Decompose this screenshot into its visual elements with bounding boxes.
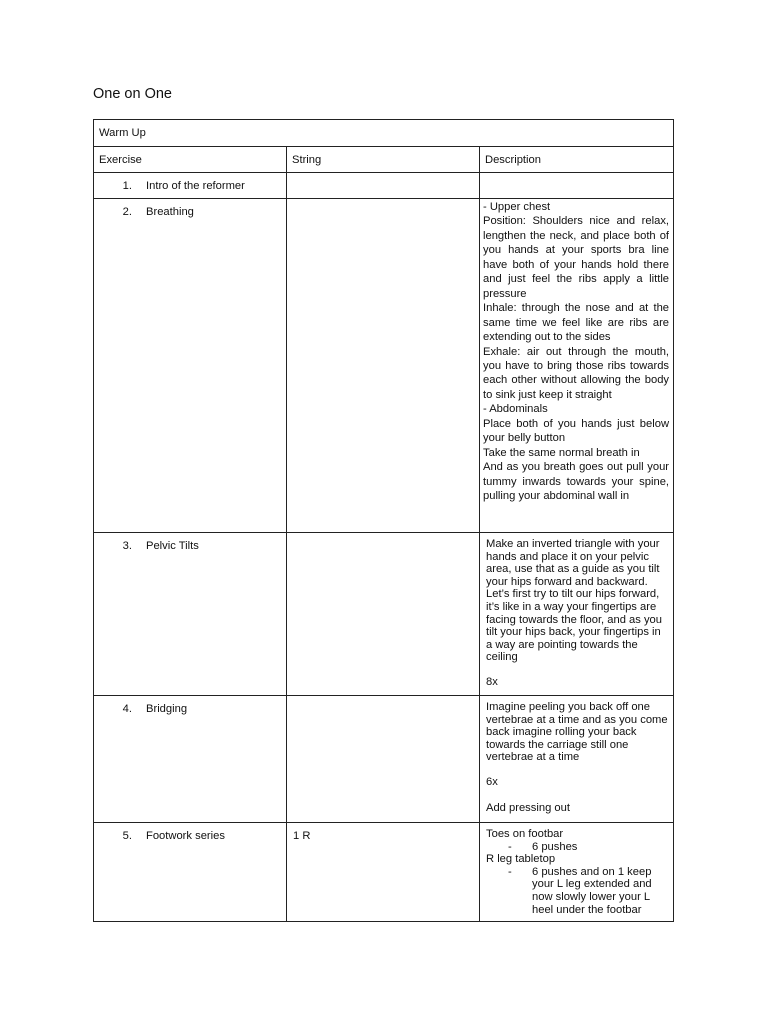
exercise-number: 1.	[122, 180, 132, 192]
description-line: Inhale: through the nose and at the same time we feel like are ribs are extending out to the sides	[483, 302, 670, 344]
description-cell	[480, 173, 674, 199]
string-cell	[287, 696, 480, 823]
exercise-number: 4.	[122, 703, 132, 715]
exercise-name: Footwork series	[146, 830, 225, 842]
table-row	[94, 533, 674, 696]
exercise-cell	[94, 696, 287, 823]
description-line: 6x	[486, 776, 498, 789]
exercise-number: 3.	[122, 540, 132, 552]
header-exercise: Exercise	[99, 154, 142, 166]
header-row	[94, 147, 674, 173]
description-line: Place both of you hands just below your belly button	[483, 417, 670, 445]
table-row	[94, 199, 674, 533]
description-line: And as you breath goes out pull your tummy inwards towards your spine, pulling your abdominal wall in	[483, 461, 670, 503]
list-item	[486, 841, 668, 854]
exercise-cell	[94, 533, 287, 696]
bullet-dash: -	[508, 840, 512, 853]
string-value: 1 R	[293, 830, 311, 842]
exercise-name: Breathing	[146, 206, 194, 218]
exercise-cell	[94, 199, 287, 533]
table-row	[94, 173, 674, 199]
exercise-name: Bridging	[146, 703, 188, 715]
string-cell	[287, 199, 480, 533]
string-value	[287, 173, 479, 179]
string-cell	[287, 173, 480, 199]
description-cell	[480, 696, 674, 823]
exercise-name: Pelvic Tilts	[146, 540, 199, 552]
description-line: R leg tabletop	[486, 853, 556, 866]
exercise-number: 5.	[122, 830, 132, 842]
bullet-dash: -	[508, 865, 512, 878]
header-cell-description	[480, 147, 674, 173]
section-title: Warm Up	[99, 127, 146, 139]
description-line: Imagine peeling you back off one vertebrae at a time and as you come back imagine rolling your back towards the carriage still one vertebrae at a time	[486, 701, 668, 764]
exercise-cell	[94, 823, 287, 922]
section-cell	[94, 120, 674, 147]
string-cell	[287, 823, 480, 922]
description-line: Make an inverted triangle with your hands and place it on your pelvic area, use that as a guide as you tilt your hips forward and backward. Let’s first try to tilt our hips forward, it’s like in a way your fingertips are facing towards the floor, and as you tilt your hips back, your fingertips in a way are pointing towards the ceiling	[486, 538, 663, 664]
description-line: Exhale: air out through the mouth, you have to bring those ribs towards each other without allowing the body to sink just keep it straight	[483, 345, 670, 401]
description-cell	[480, 533, 674, 696]
description-line: Add pressing out	[486, 801, 570, 814]
description-line: Take the same normal breath in	[483, 446, 640, 459]
section-row	[94, 120, 674, 147]
table-row	[94, 823, 674, 922]
description-line: 8x	[486, 676, 498, 689]
header-cell-exercise	[94, 147, 287, 173]
string-value	[287, 696, 479, 702]
exercise-name: Intro of the reformer	[146, 180, 245, 192]
list-item-text: 6 pushes	[532, 840, 578, 853]
description-line: - Upper chest	[483, 201, 551, 213]
exercise-number: 2.	[122, 206, 132, 218]
document-title: One on One	[93, 86, 172, 102]
description-line: Position: Shoulders nice and relax, lengthen the neck, and place both of you hands at your sports bra line have both of your hands hold there and just feel the ribs apply a little pressure	[483, 215, 670, 300]
header-description: Description	[485, 154, 541, 166]
list-item	[486, 866, 668, 916]
description-cell	[480, 199, 674, 533]
description-line: Toes on footbar	[486, 828, 564, 840]
string-value	[287, 199, 479, 205]
description-line: - Abdominals	[483, 403, 548, 416]
warmup-table	[93, 119, 674, 922]
list-item-text: 6 pushes and on 1 keep your L leg extended and now slowly lower your L heel under the footbar	[532, 865, 652, 916]
exercise-cell	[94, 173, 287, 199]
table-row	[94, 696, 674, 823]
header-string: String	[292, 154, 322, 166]
description-cell	[480, 823, 674, 922]
string-value	[287, 533, 479, 539]
string-cell	[287, 533, 480, 696]
header-cell-string	[287, 147, 480, 173]
